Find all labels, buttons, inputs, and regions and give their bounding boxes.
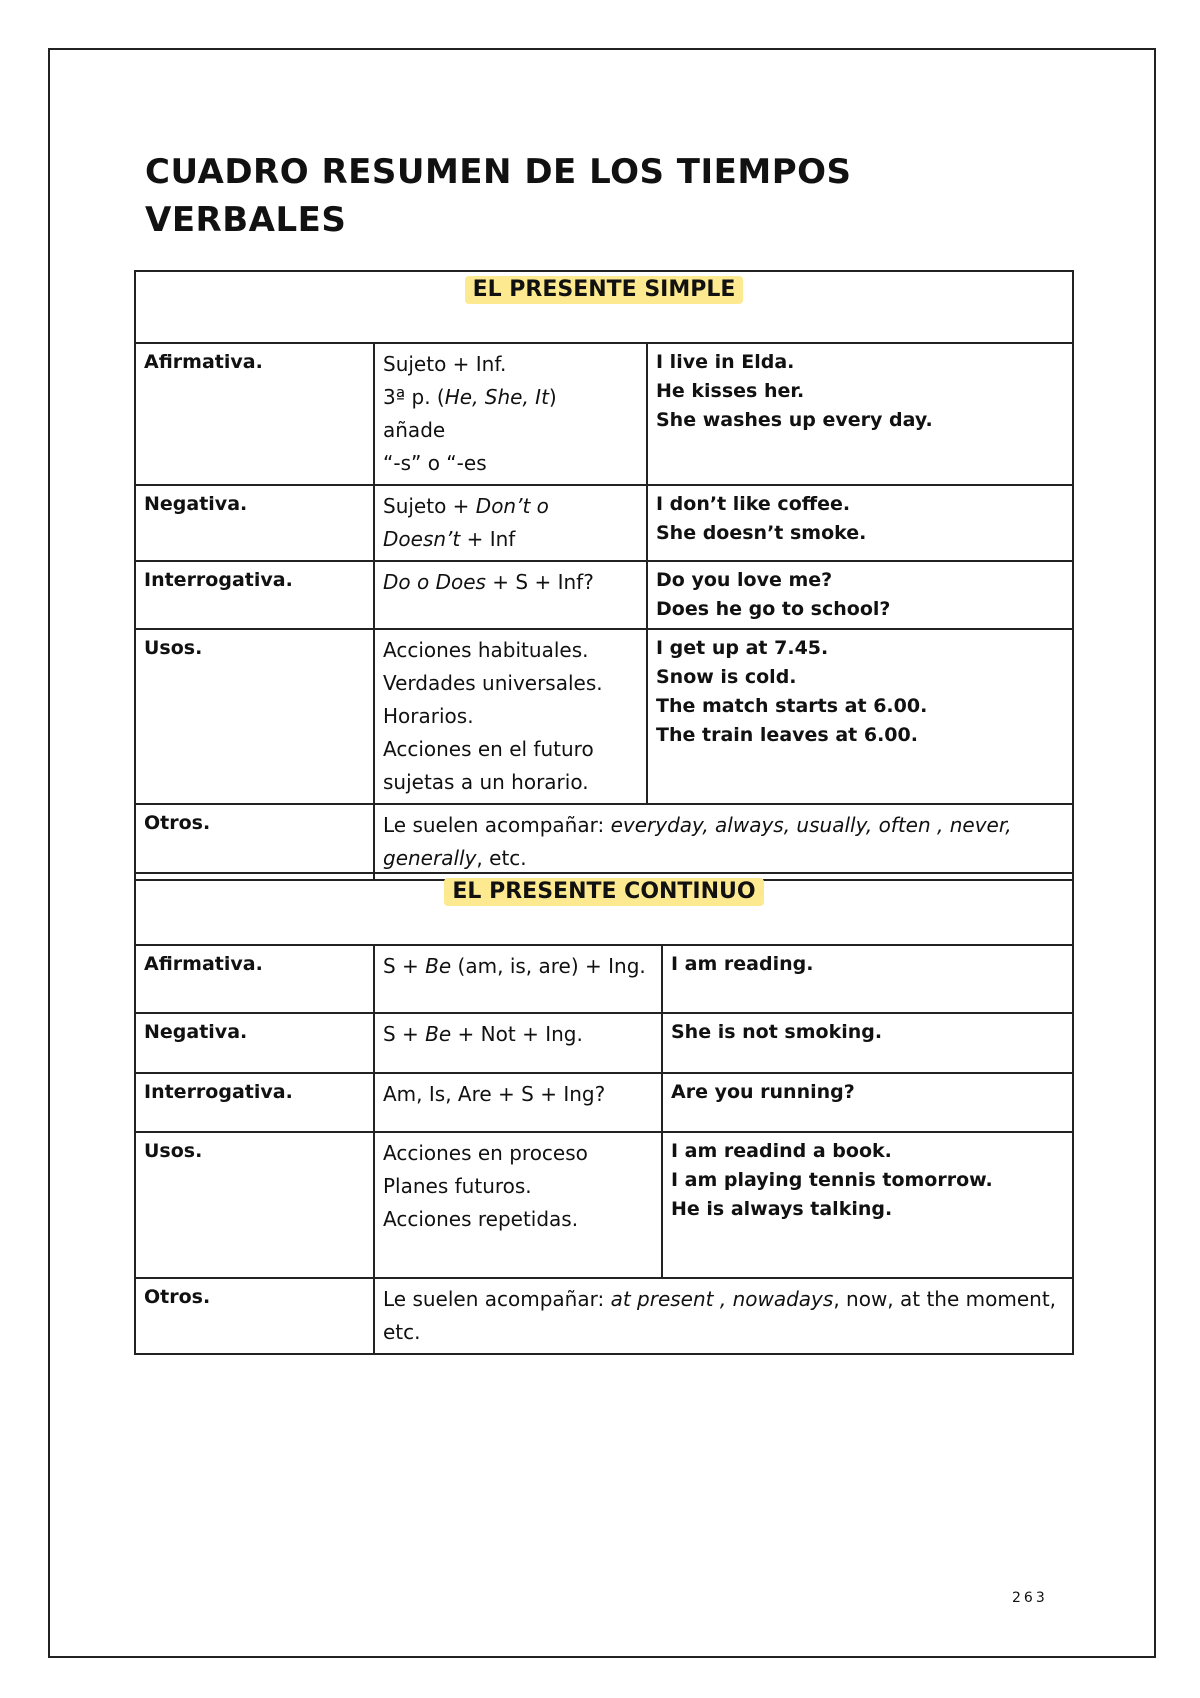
- table-row: [135, 561, 1073, 629]
- row-label: Negativa.: [135, 1013, 374, 1073]
- use-line: Horarios.: [383, 704, 474, 728]
- structure-cell: Sujeto + Don’t o Doesn’t + Inf: [374, 485, 647, 561]
- row-label: Afirmativa.: [135, 343, 374, 485]
- table-heading: EL PRESENTE SIMPLE: [465, 276, 744, 304]
- examples-cell: [647, 343, 1073, 485]
- otros-cell: Le suelen acompañar: everyday, always, usually, often , never, generally, etc.: [374, 804, 1073, 880]
- example-line: She doesn’t smoke.: [656, 522, 867, 544]
- row-label: Usos.: [135, 1132, 374, 1278]
- presente-simple-table: [134, 270, 1074, 881]
- table-row: [135, 629, 1073, 804]
- example-line: I get up at 7.45.: [656, 637, 829, 659]
- table-row: [135, 804, 1073, 880]
- examples-cell: [662, 1013, 1073, 1073]
- example-line: She washes up every day.: [656, 409, 933, 431]
- title-line-2: VERBALES: [145, 200, 347, 240]
- uses-cell: [374, 1132, 662, 1278]
- structure-line: “-s” o “-es: [383, 451, 487, 475]
- example-line: The match starts at 6.00.: [656, 695, 928, 717]
- use-line: Acciones en el futuro: [383, 737, 594, 761]
- structure-cell: S + Be + Not + Ing.: [374, 1013, 662, 1073]
- example-line: I don’t like coffee.: [656, 493, 851, 515]
- uses-cell: [374, 629, 647, 804]
- use-line: Acciones habituales.: [383, 638, 589, 662]
- example-line: I live in Elda.: [656, 351, 795, 373]
- structure-cell: S + Be (am, is, are) + Ing.: [374, 945, 662, 1013]
- structure-cell: [374, 343, 647, 485]
- table-row: [135, 343, 1073, 485]
- examples-cell: [647, 629, 1073, 804]
- structure-line: Sujeto + Inf.: [383, 352, 507, 376]
- row-label: Otros.: [135, 1278, 374, 1354]
- examples-cell: [662, 1073, 1073, 1132]
- use-line: Acciones repetidas.: [383, 1207, 579, 1231]
- table-heading-cell: [135, 873, 1073, 945]
- presente-continuo-table: [134, 872, 1074, 1355]
- example-line: Snow is cold.: [656, 666, 797, 688]
- example-line: The train leaves at 6.00.: [656, 724, 918, 746]
- table-heading: EL PRESENTE CONTINUO: [444, 878, 763, 906]
- example-line: Does he go to school?: [656, 598, 891, 620]
- example-line: Are you running?: [671, 1081, 855, 1103]
- example-line: I am playing tennis tomorrow.: [671, 1169, 993, 1191]
- row-label: Interrogativa.: [135, 1073, 374, 1132]
- use-line: Planes futuros.: [383, 1174, 532, 1198]
- structure-line: añade: [383, 418, 446, 442]
- row-label: Otros.: [135, 804, 374, 880]
- table-row: [135, 945, 1073, 1013]
- example-line: Do you love me?: [656, 569, 833, 591]
- structure-cell: Am, Is, Are + S + Ing?: [374, 1073, 662, 1132]
- structure-cell: Do o Does + S + Inf?: [374, 561, 647, 629]
- page-number: 263: [1012, 1590, 1048, 1606]
- example-line: I am readind a book.: [671, 1140, 892, 1162]
- otros-cell: Le suelen acompañar: at present , nowadays, now, at the moment, etc.: [374, 1278, 1073, 1354]
- table-heading-cell: [135, 271, 1073, 343]
- use-line: sujetas a un horario.: [383, 770, 589, 794]
- row-label: Negativa.: [135, 485, 374, 561]
- table-row: [135, 485, 1073, 561]
- examples-cell: [647, 485, 1073, 561]
- use-line: Acciones en proceso: [383, 1141, 588, 1165]
- table-row: [135, 1278, 1073, 1354]
- row-label: Interrogativa.: [135, 561, 374, 629]
- structure-line: 3ª p. (He, She, It): [383, 385, 557, 409]
- example-line: He kisses her.: [656, 380, 805, 402]
- example-line: She is not smoking.: [671, 1021, 883, 1043]
- examples-cell: [647, 561, 1073, 629]
- row-label: Usos.: [135, 629, 374, 804]
- example-line: I am reading.: [671, 953, 814, 975]
- title-line-1: CUADRO RESUMEN DE LOS TIEMPOS: [145, 152, 852, 192]
- use-line: Verdades universales.: [383, 671, 603, 695]
- table-row: [135, 1013, 1073, 1073]
- example-line: He is always talking.: [671, 1198, 893, 1220]
- row-label: Afirmativa.: [135, 945, 374, 1013]
- table-row: [135, 1073, 1073, 1132]
- examples-cell: [662, 1132, 1073, 1278]
- examples-cell: [662, 945, 1073, 1013]
- page-title: [145, 148, 945, 244]
- table-row: [135, 1132, 1073, 1278]
